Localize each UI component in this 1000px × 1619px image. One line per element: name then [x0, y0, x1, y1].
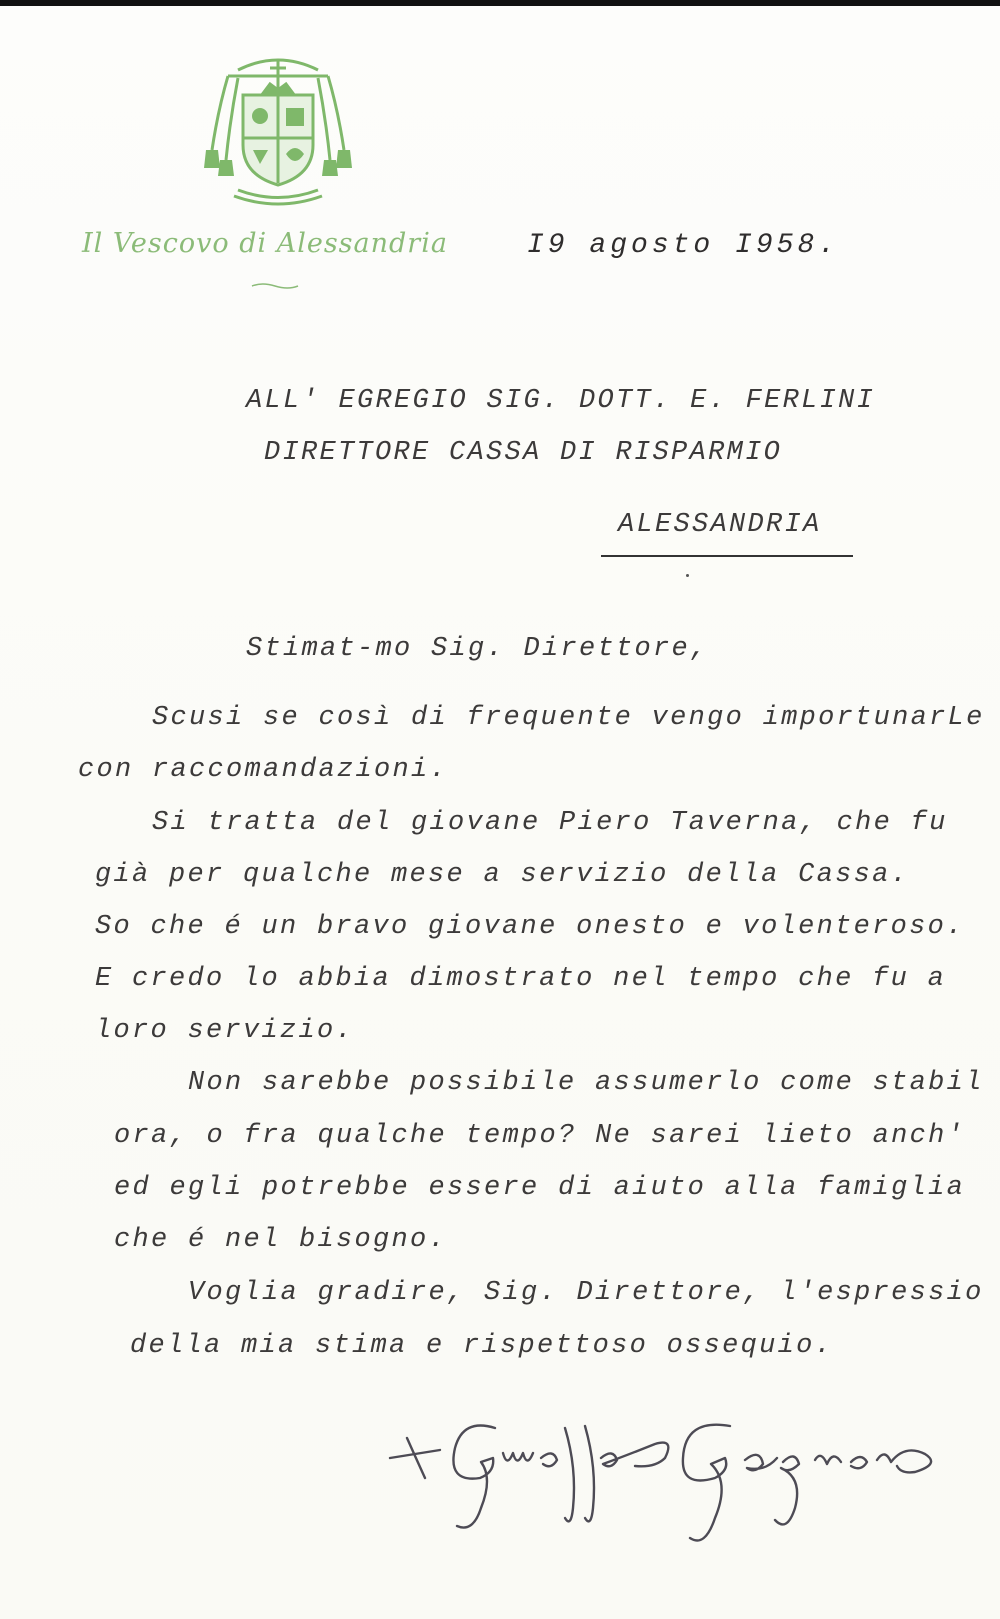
handwritten-signature — [385, 1408, 945, 1568]
body-line: della mia stima e rispettoso ossequio. — [130, 1331, 834, 1361]
body-line: loro servizio. — [95, 1016, 355, 1046]
body-line: ed egli potrebbe essere di aiuto alla famiglia — [114, 1173, 966, 1203]
body-line: E credo lo abbia dimostrato nel tempo che fu a — [95, 964, 947, 994]
ink-dot — [686, 574, 689, 577]
body-line: con raccomandazioni. — [78, 755, 449, 785]
recipient-line-1: ALL' EGREGIO SIG. DOTT. E. FERLINI — [246, 386, 876, 416]
city-underline — [601, 555, 853, 557]
recipient-city: ALESSANDRIA — [618, 510, 822, 540]
body-line: ora, o fra qualche tempo? Ne sarei lieto anch' — [114, 1121, 966, 1151]
body-line: già per qualche mese a servizio della Cassa. — [95, 860, 910, 890]
body-line: Si tratta del giovane Piero Taverna, che fu — [152, 808, 948, 838]
letterhead-title: Il Vescovo di Alessandria — [82, 228, 448, 259]
salutation: Stimat-mo Sig. Direttore, — [246, 634, 709, 664]
body-line: che é nel bisogno. — [114, 1225, 448, 1255]
body-line: Scusi se così di frequente vengo importunarLe — [152, 703, 985, 733]
coat-of-arms-icon — [198, 50, 358, 215]
body-line: Voglia gradire, Sig. Direttore, l'espressio — [188, 1278, 984, 1308]
flourish-icon — [250, 282, 300, 290]
body-line: So che é un bravo giovane onesto e volenteroso. — [95, 912, 965, 942]
recipient-line-2: DIRETTORE CASSA DI RISPARMIO — [264, 438, 783, 468]
letter-date: I9 agosto I958. — [527, 230, 840, 261]
body-line: Non sarebbe possibile assumerlo come stabil — [188, 1068, 984, 1098]
